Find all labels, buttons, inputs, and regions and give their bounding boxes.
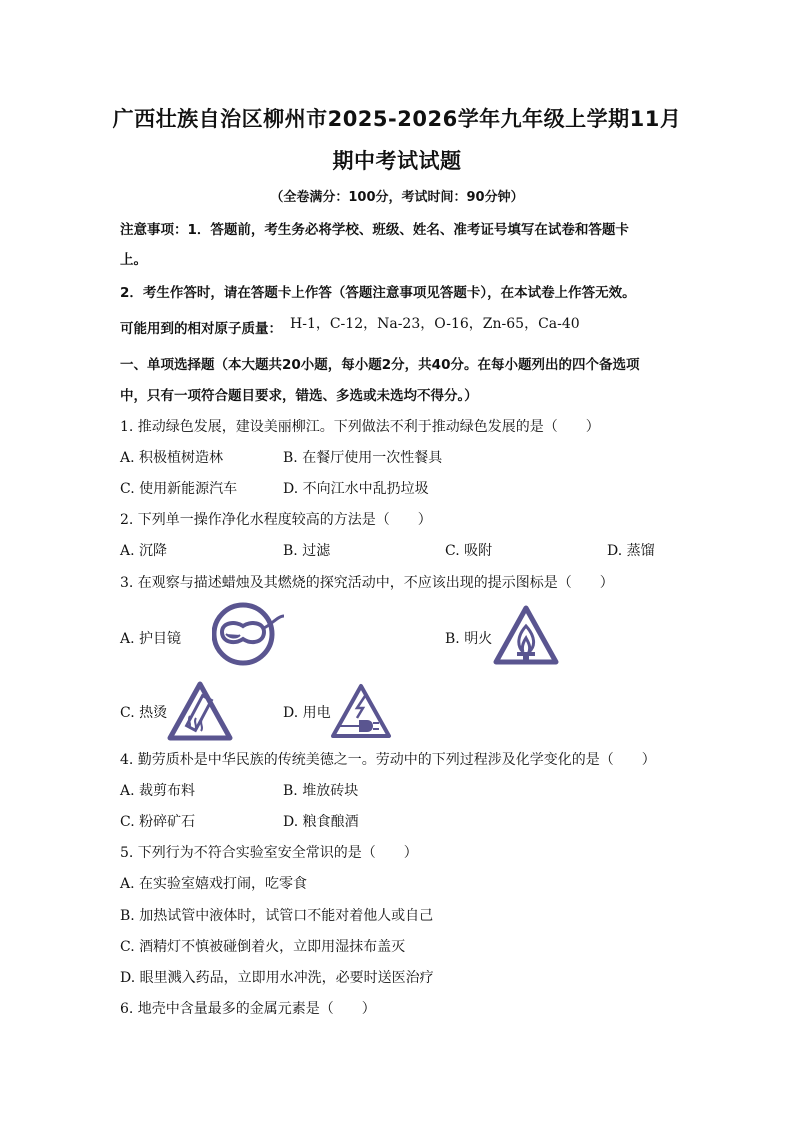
q5-option-b: B. 加热试管中液体时，试管口不能对着他人或自己 <box>120 908 434 924</box>
notice-line1: 注意事项：1．答题前，考生务必将学校、班级、姓名、准考证号填写在试卷和答题卡 <box>120 222 629 238</box>
goggles-icon <box>212 602 292 666</box>
section1-heading-line1: 一、单项选择题（本大题共20小题，每小题2分，共40分。在每小题列出的四个备选项 <box>120 357 640 373</box>
exam-title-line2: 期中考试试题 <box>332 149 462 173</box>
q1-option-c: C. 使用新能源汽车 <box>120 481 238 497</box>
q4-option-b: B. 堆放砖块 <box>283 783 359 799</box>
q5-option-a: A. 在实验室嬉戏打闹，吃零食 <box>120 876 308 892</box>
hot-surface-icon <box>167 680 233 742</box>
q4-option-c: C. 粉碎矿石 <box>120 814 196 830</box>
q4-option-a: A. 裁剪布料 <box>120 783 196 799</box>
q2-stem: 2. 下列单一操作净化水程度较高的方法是（ ） <box>120 512 432 528</box>
q5-stem: 5. 下列行为不符合实验室安全常识的是（ ） <box>120 845 418 861</box>
q1-option-a: A. 积极植树造林 <box>120 450 224 466</box>
q3-option-b: B. 明火 <box>445 631 493 647</box>
q2-option-a: A. 沉降 <box>120 543 168 559</box>
q3-stem: 3. 在观察与描述蜡烛及其燃烧的探究活动中，不应该出现的提示图标是（ ） <box>120 575 614 591</box>
q4-stem: 4. 勤劳质朴是中华民族的传统美德之一。劳动中的下列过程涉及化学变化的是（ ） <box>120 752 656 768</box>
section1-heading-line2: 中，只有一项符合题目要求，错选、多选或未选均不得分。） <box>120 388 478 404</box>
open-flame-icon <box>493 604 559 666</box>
atomic-mass-label: 可能用到的相对原子质量： <box>120 321 282 337</box>
atomic-mass-values: H-1，C-12，Na-23，O-16，Zn-65，Ca-40 <box>290 316 580 332</box>
q5-option-d: D. 眼里溅入药品，立即用水冲洗，必要时送医治疗 <box>120 970 434 986</box>
notice-line2: 2．考生作答时，请在答题卡上作答（答题注意事项见答题卡），在本试卷上作答无效。 <box>120 285 636 301</box>
notice-line1-cont: 上。 <box>120 252 147 268</box>
q2-option-b: B. 过滤 <box>283 543 331 559</box>
q3-option-d: D. 用电 <box>283 705 331 721</box>
q1-option-b: B. 在餐厅使用一次性餐具 <box>283 450 443 466</box>
q6-stem: 6. 地壳中含量最多的金属元素是（ ） <box>120 1001 376 1017</box>
q2-option-c: C. 吸附 <box>445 543 493 559</box>
exam-subtitle: （全卷满分：100分，考试时间：90分钟） <box>270 190 524 205</box>
q3-option-a: A. 护目镜 <box>120 631 182 647</box>
q1-stem: 1. 推动绿色发展，建设美丽柳江。下列做法不利于推动绿色发展的是（ ） <box>120 419 600 435</box>
q3-option-c: C. 热烫 <box>120 705 168 721</box>
electricity-icon <box>329 682 393 740</box>
q2-option-d: D. 蒸馏 <box>607 543 655 559</box>
exam-title-line1: 广西壮族自治区柳州市2025-2026学年九年级上学期11月 <box>112 107 682 131</box>
q5-option-c: C. 酒精灯不慎被碰倒着火，立即用湿抹布盖灭 <box>120 939 406 955</box>
q1-option-d: D. 不向江水中乱扔垃圾 <box>283 481 429 497</box>
q4-option-d: D. 粮食酿酒 <box>283 814 359 830</box>
